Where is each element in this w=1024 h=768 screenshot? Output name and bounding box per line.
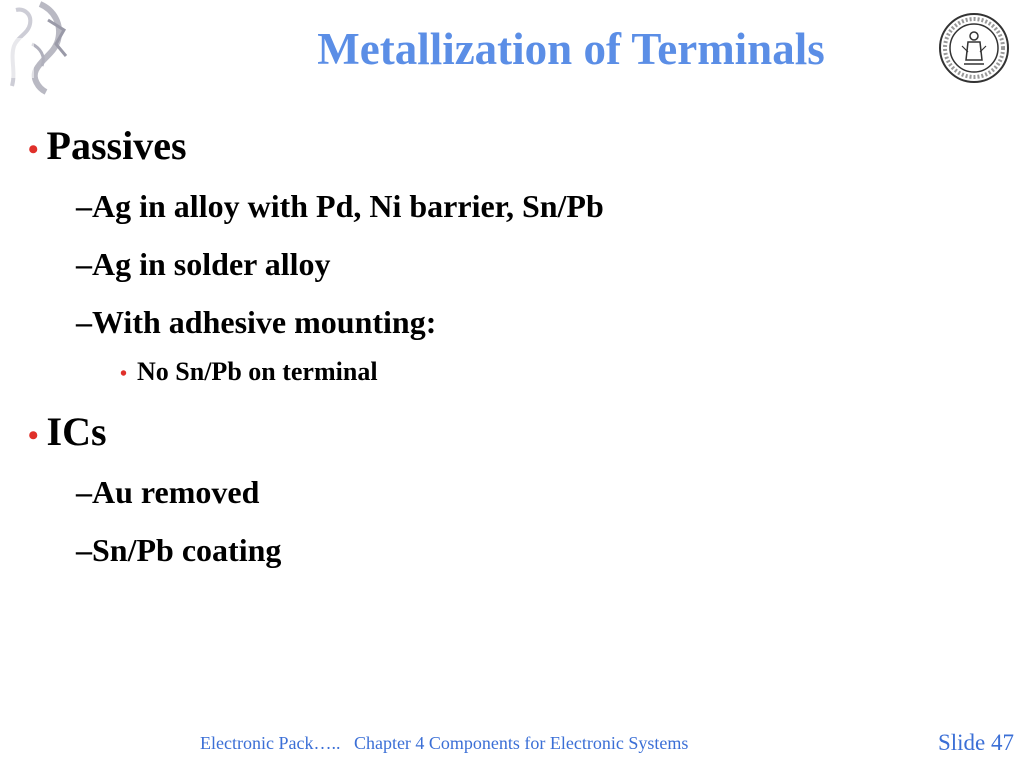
bullet-icon: •	[28, 419, 39, 452]
sub-bullet-item	[76, 244, 331, 284]
dash-icon: –	[76, 246, 92, 282]
bullet-icon: •	[28, 133, 39, 166]
dash-icon: –	[76, 474, 92, 510]
sub-bullet-item	[76, 302, 436, 342]
sub-bullet-text: With adhesive mounting:	[92, 304, 437, 340]
slide-title: Metallization of Terminals	[317, 24, 825, 74]
sub-bullet-text: Sn/Pb coating	[92, 532, 282, 568]
dash-icon: –	[76, 188, 92, 224]
dash-icon: –	[76, 304, 92, 340]
footer-text: Electronic Pack….. Chapter 4 Components for Electronic Systems	[200, 733, 689, 753]
dash-icon: –	[76, 532, 92, 568]
sub-bullet-item	[76, 186, 604, 226]
bullet-item-passives	[28, 122, 187, 174]
sub-sub-bullet-text: No Sn/Pb on terminal	[137, 357, 378, 386]
sub-bullet-item	[76, 472, 259, 512]
bullet-text: Passives	[46, 123, 187, 168]
sub-bullet-text: Ag in alloy with Pd, Ni barrier, Sn/Pb	[92, 188, 604, 224]
bullet-item-ics	[28, 408, 107, 460]
sub-bullet-text: Ag in solder alloy	[92, 246, 331, 282]
sub-sub-bullet-item	[120, 356, 378, 390]
sub-bullet-text: Au removed	[92, 474, 260, 510]
slide-number: Slide 47	[937, 730, 1014, 755]
bullet-text: ICs	[46, 409, 107, 454]
sub-bullet-item	[76, 530, 281, 570]
bullet-icon: •	[120, 363, 128, 385]
